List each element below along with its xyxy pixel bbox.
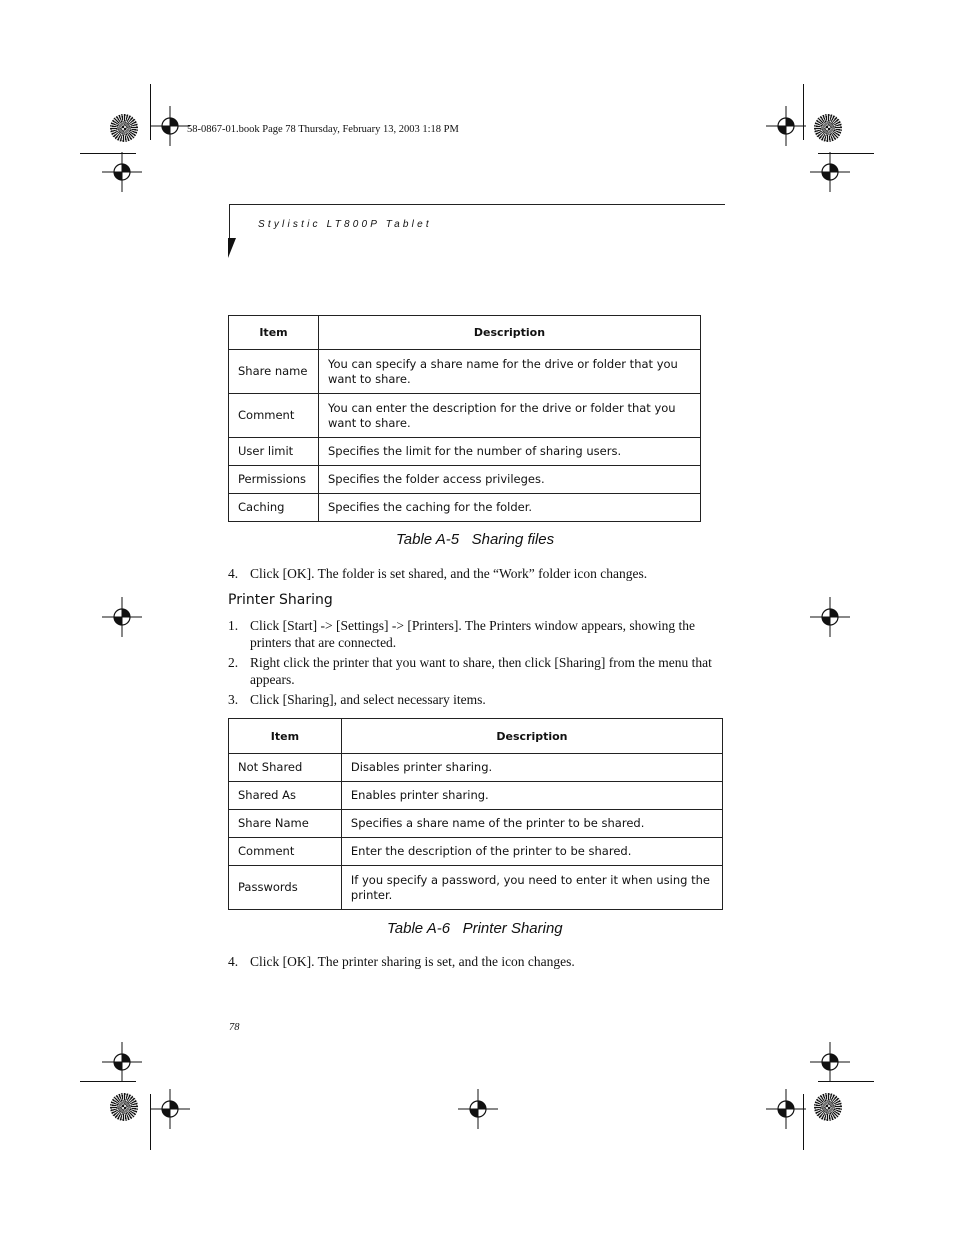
table-cell-item: Caching — [229, 494, 319, 522]
table-cell-description: Specifies a share name of the printer to be shared. — [341, 810, 722, 838]
table-cell-description: Enables printer sharing. — [341, 782, 722, 810]
registration-target-icon — [810, 152, 850, 192]
table-cell-item: Comment — [229, 838, 342, 866]
registration-target-icon — [766, 1089, 806, 1129]
column-header-description: Description — [318, 316, 700, 350]
registration-target-icon — [766, 106, 806, 146]
step-item — [228, 617, 718, 651]
table-row — [229, 394, 701, 438]
table-sharing-files — [228, 315, 701, 522]
column-header-item: Item — [229, 316, 319, 350]
section-heading: Printer Sharing — [228, 592, 333, 608]
step-item — [228, 691, 718, 708]
table-cell-item: Passwords — [229, 866, 342, 910]
header-rule — [229, 204, 725, 205]
step-item — [228, 953, 718, 970]
step-text: Click [OK]. The printer sharing is set, and the icon changes. — [250, 954, 575, 969]
table-cell-description: Specifies the folder access privileges. — [318, 466, 700, 494]
registration-target-icon — [810, 597, 850, 637]
table-cell-item: Not Shared — [229, 754, 342, 782]
step-number: 2. — [228, 655, 239, 670]
column-header-description: Description — [341, 719, 722, 754]
table-printer-sharing — [228, 718, 723, 910]
step-number: 3. — [228, 692, 239, 707]
star-target-icon — [814, 114, 842, 142]
header-tab-marker — [228, 238, 236, 258]
step-text: Click [Start] -> [Settings] -> [Printers]. The Printers window appears, showing the printers that are connected. — [250, 618, 696, 650]
table-cell-description: You can enter the description for the drive or folder that you want to share. — [318, 394, 700, 438]
table-cell-item: Share Name — [229, 810, 342, 838]
table-cell-description: Specifies the caching for the folder. — [318, 494, 700, 522]
registration-target-icon — [458, 1089, 498, 1129]
registration-target-icon — [810, 1042, 850, 1082]
registration-target-icon — [102, 1042, 142, 1082]
table-row — [229, 810, 723, 838]
table-cell-item: User limit — [229, 438, 319, 466]
table-row — [229, 438, 701, 466]
table-caption-a6: Table A-6 Printer Sharing — [387, 920, 563, 937]
table-row — [229, 494, 701, 522]
print-slug: 58-0867-01.book Page 78 Thursday, February 13, 2003 1:18 PM — [187, 124, 459, 135]
running-head: Stylistic LT800P Tablet — [258, 219, 432, 230]
table-cell-description: Specifies the limit for the number of sharing users. — [318, 438, 700, 466]
table-cell-item: Permissions — [229, 466, 319, 494]
step-item — [228, 565, 718, 582]
star-target-icon — [110, 1093, 138, 1121]
step-text: Click [Sharing], and select necessary items. — [250, 692, 486, 707]
table-cell-description: Enter the description of the printer to be shared. — [341, 838, 722, 866]
table-cell-description: Disables printer sharing. — [341, 754, 722, 782]
step-text: Click [OK]. The folder is set shared, and the “Work” folder icon changes. — [250, 566, 648, 581]
step-item — [228, 654, 718, 688]
table-cell-description: If you specify a password, you need to enter it when using the printer. — [341, 866, 722, 910]
registration-target-icon — [150, 1089, 190, 1129]
column-header-item: Item — [229, 719, 342, 754]
star-target-icon — [110, 114, 138, 142]
table-cell-item: Comment — [229, 394, 319, 438]
table-row — [229, 754, 723, 782]
page-number: 78 — [229, 1022, 240, 1033]
step-number: 4. — [228, 954, 239, 969]
table-cell-item: Shared As — [229, 782, 342, 810]
table-row — [229, 838, 723, 866]
table-row — [229, 466, 701, 494]
step-text: Right click the printer that you want to share, then click [Sharing] from the menu that appears. — [250, 655, 712, 687]
table-row — [229, 782, 723, 810]
registration-target-icon — [102, 597, 142, 637]
table-cell-item: Share name — [229, 350, 319, 394]
table-row — [229, 350, 701, 394]
step-number: 4. — [228, 566, 239, 581]
step-number: 1. — [228, 618, 239, 633]
registration-target-icon — [150, 106, 190, 146]
table-row — [229, 866, 723, 910]
table-cell-description: You can specify a share name for the drive or folder that you want to share. — [318, 350, 700, 394]
registration-target-icon — [102, 152, 142, 192]
table-caption-a5: Table A-5 Sharing files — [396, 531, 555, 548]
star-target-icon — [814, 1093, 842, 1121]
